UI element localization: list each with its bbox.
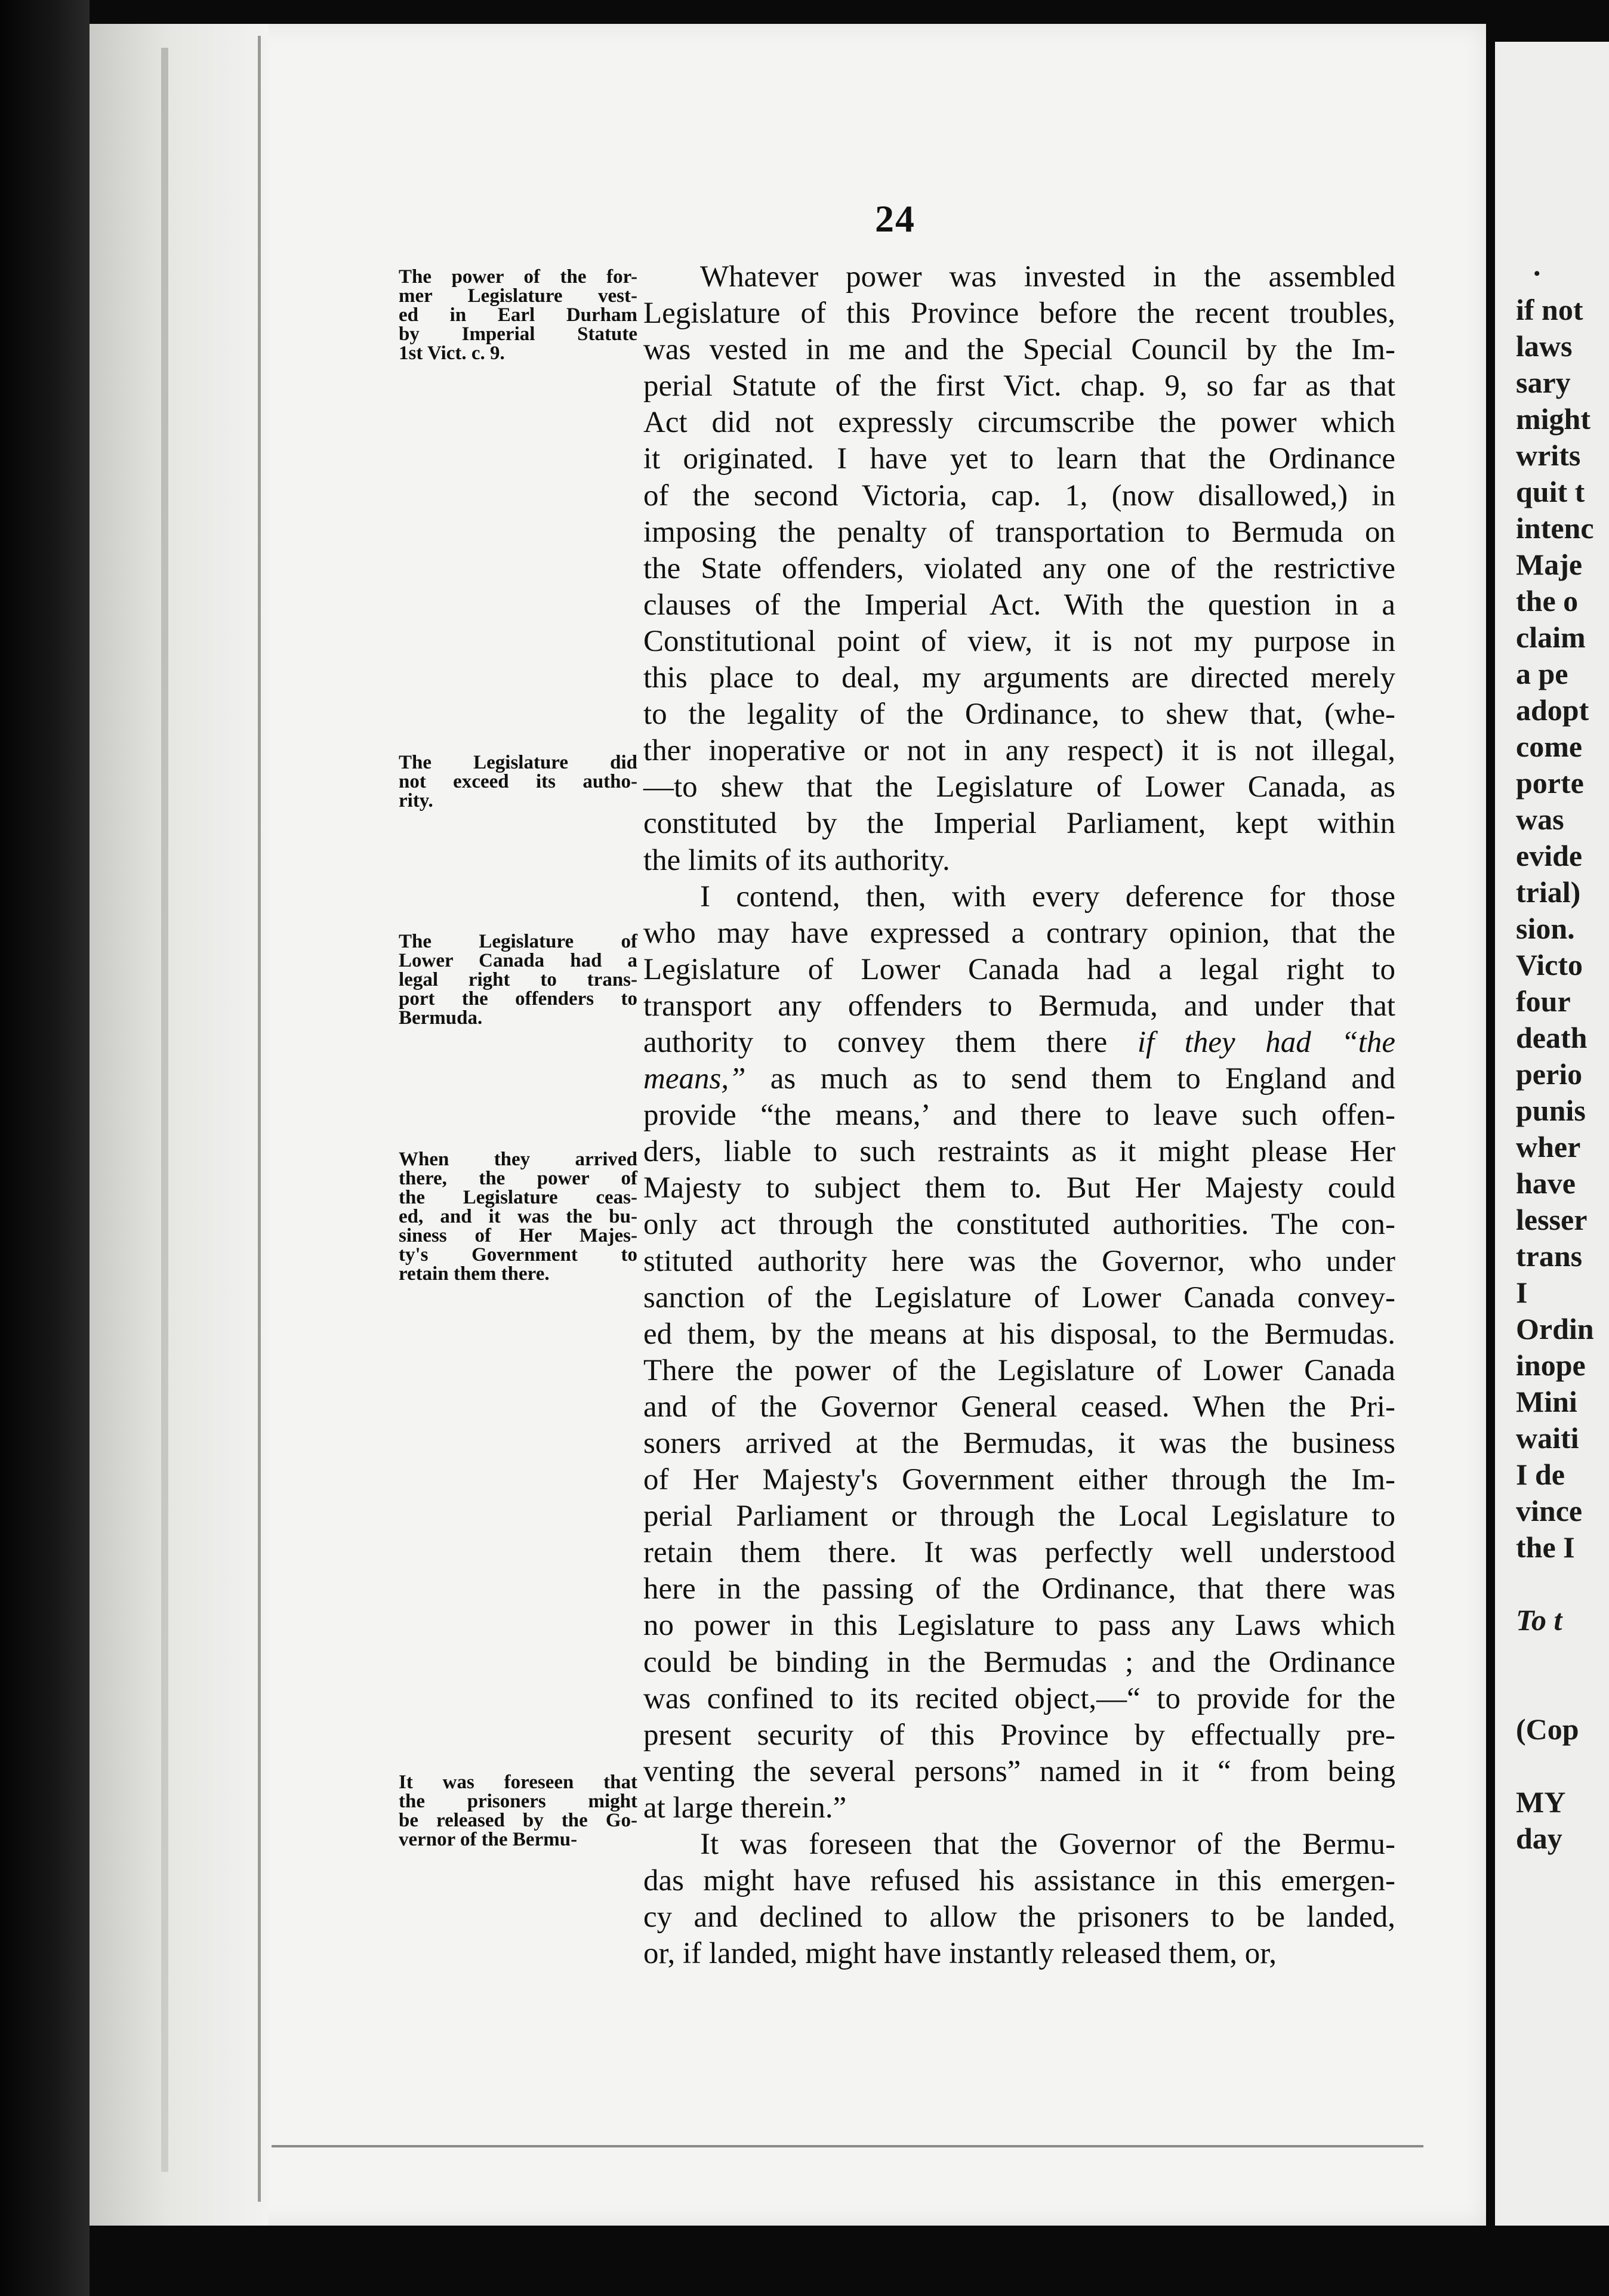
body-line: present security of this Province by effectually pre- [643, 1718, 1395, 1752]
body-line: perial Statute of the first Vict. chap. 9, so far as that [643, 369, 1395, 403]
body-line: venting the several persons” named in it “ from being [643, 1754, 1395, 1788]
body-line: means,” as much as to send them to England and [643, 1062, 1395, 1096]
fold-shadow [161, 48, 168, 2172]
body-text [643, 259, 1395, 1972]
body-line: who may have expressed a contrary opinion, that the [643, 916, 1395, 950]
facing-page-line: trans [1516, 1239, 1583, 1273]
body-line: provide “the means,’ and there to leave such offen- [643, 1098, 1395, 1132]
body-line: soners arrived at the Bermudas, it was the business [643, 1427, 1395, 1460]
margin-note-line: the Legislature ceas- [399, 1187, 637, 1208]
facing-page-line: claim [1516, 621, 1586, 654]
margin-note-line: legal right to trans- [399, 969, 637, 990]
body-line: It was foreseen that the Governor of the Bermu- [700, 1828, 1395, 1862]
facing-page-line: sion. [1516, 912, 1575, 945]
body-line: this place to deal, my arguments are directed merely [643, 661, 1395, 695]
body-line: retain them there. It was perfectly well understood [643, 1536, 1395, 1570]
margin-note-line: by Imperial Statute [399, 323, 637, 345]
margin-note-line: ty's Government to [399, 1244, 637, 1266]
facing-page-line: inope [1516, 1348, 1586, 1382]
body-line: at large therein.” [643, 1791, 847, 1825]
scan-left-border [0, 0, 90, 2296]
margin-note-line: The Legislature of [399, 931, 637, 952]
facing-page-line: To t [1516, 1603, 1562, 1637]
body-line: perial Parliament or through the Local Legislature to [643, 1499, 1395, 1533]
facing-page-line: I [1516, 1276, 1528, 1309]
margin-note-arrived [399, 1150, 637, 1283]
facing-page-line [1516, 1638, 1609, 1675]
facing-page-line: waiti [1516, 1421, 1579, 1455]
facing-page-line: a pe [1516, 657, 1568, 690]
body-line: Constitutional point of view, it is not my purpose in [643, 624, 1395, 658]
facing-page-text [1516, 255, 1609, 1857]
facing-page-line [1516, 1675, 1609, 1711]
margin-note-line: ed in Earl Durham [399, 304, 637, 326]
body-line: authority to convey them there if they had “the [643, 1025, 1395, 1059]
body-line: constituted by the Imperial Parliament, kept within [643, 807, 1395, 841]
margin-note-line: 1st Vict. c. 9. [399, 342, 505, 364]
body-line: There the power of the Legislature of Lower Canada [643, 1353, 1395, 1387]
facing-page-line: quit t [1516, 475, 1585, 508]
margin-note-line: The Legislature did [399, 752, 637, 773]
page-number: 24 [875, 197, 916, 240]
body-line: of the second Victoria, cap. 1, (now disallowed,) in [643, 479, 1395, 513]
body-line: I contend, then, with every deference for those [700, 879, 1395, 914]
margin-note-line: port the offenders to [399, 988, 637, 1010]
facing-page-line: Victo [1516, 948, 1583, 982]
margin-note-line: siness of Her Majes- [399, 1225, 637, 1246]
body-line: sanction of the Legislature of Lower Canada convey- [643, 1280, 1395, 1314]
body-line: the State offenders, violated any one of the restrictive [643, 551, 1395, 585]
facing-page-line: trial) [1516, 875, 1581, 909]
margin-note-line: retain them there. [399, 1263, 550, 1285]
margin-note-right [399, 932, 637, 1027]
margin-note-line: When they arrived [399, 1149, 637, 1170]
body-line: das might have refused his assistance in this emergen- [643, 1864, 1395, 1898]
body-line: stituted authority here was the Governor, who under [643, 1244, 1395, 1278]
facing-page-line: come [1516, 730, 1583, 763]
facing-page-line [1516, 1566, 1609, 1602]
facing-page-line: laws [1516, 329, 1573, 363]
body-line: could be binding in the Bermudas ; and the Ordinance [643, 1645, 1395, 1679]
margin-note-line: not exceed its autho- [399, 771, 637, 792]
facing-page-line: sary [1516, 366, 1571, 399]
body-line: transport any offenders to Bermuda, and under that [643, 989, 1395, 1023]
body-line: Majesty to subject them to. But Her Majesty could [643, 1171, 1395, 1205]
facing-page-line: might [1516, 402, 1590, 436]
facing-page-line: if not [1516, 293, 1583, 326]
body-line: was vested in me and the Special Council by the Im- [643, 333, 1395, 367]
body-line: Whatever power was invested in the assembled [700, 260, 1395, 294]
body-line: Legislature of Lower Canada had a legal right to [643, 952, 1395, 986]
body-line: here in the passing of the Ordinance, that there was [643, 1572, 1395, 1606]
margin-note-line: there, the power of [399, 1168, 637, 1189]
margin-note-line: Lower Canada had a [399, 950, 637, 971]
facing-page-line: lesser [1516, 1203, 1588, 1236]
margin-note-line: The power of the for- [399, 266, 637, 288]
margin-note-line: rity. [399, 790, 433, 811]
body-line: no power in this Legislature to pass any Laws which [643, 1609, 1395, 1643]
gutter-rule [258, 36, 261, 2202]
margin-note-line: mer Legislature vest- [399, 285, 637, 307]
body-line: ders, liable to such restraints as it might please Her [643, 1135, 1395, 1169]
margin-note-line: It was foreseen that [399, 1772, 637, 1793]
facing-page-line: intenc [1516, 511, 1594, 545]
facing-page-line: day [1516, 1822, 1562, 1855]
margin-note-foreseen [399, 1773, 637, 1849]
facing-page-line: Mini [1516, 1385, 1577, 1418]
facing-page-line: punis [1516, 1094, 1586, 1127]
facing-page-line: evide [1516, 839, 1583, 872]
bottom-rule [272, 2145, 1423, 2147]
margin-note-line: Bermuda. [399, 1007, 483, 1029]
facing-page-line: vince [1516, 1494, 1583, 1527]
facing-page-line: wher [1516, 1130, 1581, 1164]
body-line: ther inoperative or not in any respect) it is not illegal, [643, 734, 1395, 768]
body-line: of Her Majesty's Government either through the Im- [643, 1463, 1395, 1497]
facing-page-line: Maje [1516, 548, 1583, 581]
body-line: to the legality of the Ordinance, to shew that, (whe- [643, 698, 1395, 732]
body-line: and of the Governor General ceased. When the Pri- [643, 1390, 1395, 1424]
body-line: only act through the constituted authorities. The con- [643, 1208, 1395, 1242]
facing-page-line: have [1516, 1166, 1576, 1200]
margin-note-power [399, 267, 637, 363]
facing-page-line: four [1516, 985, 1571, 1018]
margin-note-line: vernor of the Bermu- [399, 1829, 578, 1850]
facing-page-line: I de [1516, 1458, 1565, 1491]
body-line: was confined to its recited object,—“ to provide for the [643, 1681, 1395, 1715]
facing-page-line: was [1516, 803, 1564, 836]
facing-page-line: adopt [1516, 693, 1589, 727]
facing-page-line: writs [1516, 439, 1581, 472]
body-line: clauses of the Imperial Act. With the question in a [643, 588, 1395, 622]
facing-page-line: • [1534, 264, 1540, 283]
body-line: ed them, by the means at his disposal, to the Bermudas. [643, 1317, 1395, 1351]
body-line: the limits of its authority. [643, 843, 950, 877]
body-line: or, if landed, might have instantly released them, or, [643, 1937, 1277, 1971]
margin-note-authority [399, 753, 637, 810]
body-line: imposing the penalty of transportation to Bermuda on [643, 515, 1395, 549]
body-line: cy and declined to allow the prisoners to be landed, [643, 1900, 1395, 1934]
facing-page-line: the I [1516, 1530, 1575, 1564]
facing-page-line: MY [1516, 1785, 1566, 1819]
body-line: —to shew that the Legislature of Lower Canada, as [643, 770, 1395, 804]
facing-page-line: perio [1516, 1057, 1583, 1091]
page-gutter [90, 24, 269, 2226]
body-line: it originated. I have yet to learn that the Ordinance [643, 442, 1395, 476]
facing-page-line: Ordin [1516, 1312, 1594, 1345]
margin-note-line: be released by the Go- [399, 1810, 637, 1831]
margin-note-line: ed, and it was the bu- [399, 1206, 637, 1227]
body-line: Legislature of this Province before the recent troubles, [643, 297, 1395, 331]
facing-page-line: porte [1516, 766, 1584, 800]
facing-page-line: the o [1516, 584, 1579, 618]
margin-note-line: the prisoners might [399, 1791, 637, 1812]
facing-page-line [1516, 1748, 1609, 1784]
body-line: Act did not expressly circumscribe the power which [643, 406, 1395, 440]
facing-page-line: death [1516, 1021, 1588, 1054]
facing-page-line: (Cop [1516, 1712, 1579, 1746]
